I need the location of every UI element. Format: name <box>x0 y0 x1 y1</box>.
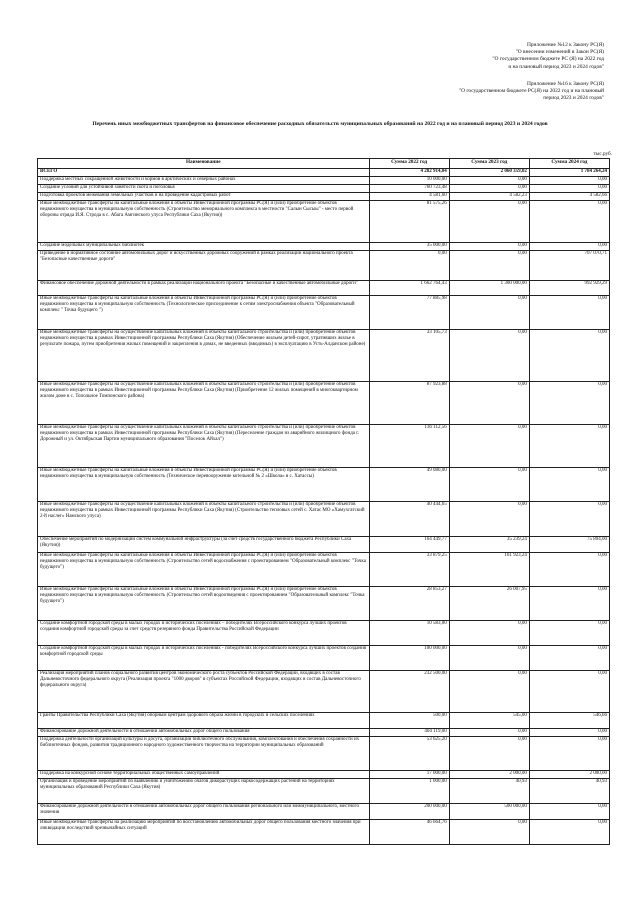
amount-2023: 0,00 <box>449 646 529 671</box>
amount-2023: 161 923,24 <box>449 553 529 587</box>
row-name: Создание комфортной городской среды в малых городах и исторических поселениях - победителях Всероссийского конкурса лучших проектов создания комфортной городской среды <box>38 646 370 671</box>
amount-2024: 0,00 <box>529 201 609 243</box>
amount-2023: 0,00 <box>449 671 529 713</box>
amount-2024: 0,00 <box>529 502 609 537</box>
amount-2023: 0,00 <box>449 621 529 646</box>
amount-2024: 75 894,00 <box>529 537 609 553</box>
row-name: Гранты Правительства Республики Саха (Якутия) опорным центрам здорового образа жизни в городских и сельских поселениях <box>38 713 370 729</box>
row-name: Создание комфортной городской среды в малых городах и исторических поселениях – победителях Всероссийского конкурса лучших проектов создания комфортной городской среды за счет средств резервного фонда Правительства Российской Федерации <box>38 621 370 646</box>
amount-2023: 0,00 <box>449 185 529 193</box>
amount-2022: 1 662 764,43 <box>369 281 449 296</box>
amount-2022: 4 282 914,04 <box>369 169 449 177</box>
row-name: Создание модельных муниципальных библиотек <box>38 243 370 251</box>
table-row <box>38 185 610 193</box>
table-row <box>38 729 610 737</box>
transfers-table <box>37 158 610 845</box>
amount-2022: 164 449,77 <box>369 537 449 553</box>
row-name: Финансирование дорожной деятельности в отношении автомобильных дорог общего пользования регионального или межмуниципального, местного значения <box>38 804 370 820</box>
row-name: Иные межбюджетные трансферты на осуществление капитальных вложений в объекты капитального строительства и (или) приобретение объектов недвижимого имущества в рамках Инвестиционной программы Республики Саха (Якутия) (Обеспечение жильем детей-сирот, утративших жилье в результате пожара, путем приобретения жилых помещений и закрепления в домах, не введенных (вводимых) в эксплуатацию в Усть-Алданском районе) <box>38 330 370 382</box>
amount-2024: 0,00 <box>529 425 609 468</box>
amount-2022: 46 664,76 <box>369 820 449 845</box>
amount-2023: 0,00 <box>449 330 529 382</box>
amount-2024: 2 000,00 <box>529 771 609 779</box>
amount-2024: 0,00 <box>529 330 609 382</box>
amount-2024: 0,00 <box>529 185 609 193</box>
row-name: Финансирование дорожной деятельности в отношении автомобильных дорог общего пользования <box>38 729 370 737</box>
amount-2022: 33 879,25 <box>369 553 449 587</box>
document-title: Перечень иных межбюджетных трансфертов на финансовое обеспечение расходных обязательств муниципальных образований на 2022 год и на плановый период 2023 и 2024 годов <box>92 121 548 127</box>
total-row <box>38 169 610 177</box>
row-name: Иные межбюджетные трансферты на капитальные вложения в объекты Инвестиционной программы РС(Я) и (или) приобретение объектов недвижимого имущества в муниципальную собственность (Строительство сетей водоотведения с проектированием "Образовательный комплекс "Точка будущего") <box>38 587 370 621</box>
table-header-row <box>38 159 610 169</box>
row-name: Обеспечение мероприятий по модернизации систем коммунальной инфраструктуры (за счет средств государственного бюджета Республики Саха (Якутия)) <box>38 537 370 553</box>
table-row <box>38 621 610 646</box>
table-row <box>38 804 610 820</box>
amount-2024: 0,00 <box>529 621 609 646</box>
row-name: Создание условий для устойчивой занятости скота и поголовья <box>38 185 370 193</box>
row-name: Иные межбюджетные трансферты на осуществление капитальных вложений в объекты капитального строительства и (или) приобретение объектов недвижимого имущества в рамках Инвестиционной программы Республики Саха (Якутия) (Переселение граждан из аварийного жилищного фонда г. Дорожный и ул. Октябрьская Партии муниципального образования "Поселок Айхал") <box>38 425 370 468</box>
row-name: Подготовка проектов межевания земельных участков и на проведение кадастровых работ <box>38 193 370 201</box>
amount-2023: 0,00 <box>449 296 529 330</box>
amount-2023: 0,00 <box>449 729 529 737</box>
amount-2022: 77 885,98 <box>369 296 449 330</box>
amount-2024: 0,00 <box>529 296 609 330</box>
amount-2023: 1 300 000,00 <box>449 281 529 296</box>
table-row <box>38 646 610 671</box>
header-line: "О внесении изменений в Закон РС(Я) <box>515 49 604 56</box>
table-row <box>38 201 610 243</box>
amount-2024: 1 784 264,24 <box>529 169 609 177</box>
row-name: Поддержка местных сокращенной животности и кормов в арктических и северных районах <box>38 177 370 185</box>
table-row <box>38 820 610 845</box>
amount-2023: 0,00 <box>449 425 529 468</box>
row-name: Поддержка на конкурсной основе территориальных общественных самоуправлений <box>38 771 370 779</box>
amount-2023: 0,00 <box>449 177 529 185</box>
row-name: Реализация мероприятий планов социального развития центров экономического роста субъектов Российской Федерации, входящих в состав Дальневосточного федерального округа (Реализация проекта "1000 дворов" в субъектах Российской Федерации, входящих в состав Дальневосточного федерального округа) <box>38 671 370 713</box>
table-row <box>38 553 610 587</box>
row-name: Иные межбюджетные трансферты на капитальные вложения в объекты Инвестиционной программы РС(Я) и (или) приобретение объектов недвижимого имущества в муниципальную собственность (Строительство сетей водоснабжения с проектированием "Образовательный комплекс "Точка будущего") <box>38 553 370 587</box>
header-line: Приложение №12 к Закону РС(Я) <box>526 42 604 48</box>
amount-2023: 500 000,00 <box>449 804 529 820</box>
amount-2023: 0,00 <box>449 251 529 281</box>
amount-2023: 0,00 <box>449 737 529 771</box>
row-name: Иные межбюджетные трансферты на осуществление капитальных вложений в объекты капитального строительства и (или) приобретение объектов недвижимого имущества в рамках Инвестиционной программы Республики Саха (Якутия) (Строительство тепловых сетей с. Хатас МО «Хамухгатский 2-й наслег» Намского улуса) <box>38 502 370 537</box>
table-row <box>38 587 610 621</box>
table-row <box>38 425 610 468</box>
amount-2022: 35 000,00 <box>369 243 449 251</box>
amount-2022: 81 575,26 <box>369 201 449 243</box>
amount-2022: 100 000,00 <box>369 646 449 671</box>
header-line: "О государственном бюджете РС (Я) на 2022 год <box>492 56 604 63</box>
amount-2023: 4 582,23 <box>449 193 529 201</box>
row-name: Приведение в нормативное состояние автомобильных дорог и искусственных дорожных сооружений в рамках реализации национального проекта "Безопасные качественные дороги" <box>38 251 370 281</box>
row-name: Иные межбюджетные трансферты на осуществление капитальных вложений в объекты капитального строительства и (или) приобретение объектов недвижимого имущества в рамках Инвестиционной программы Республики Саха (Якутия) (Приобретение 12 жилых помещений в многоквартирном жилом доме в с. Топольное Томпонского района) <box>38 382 370 425</box>
amount-2022: 17 000,00 <box>369 771 449 779</box>
amount-2024: 4 582,66 <box>529 193 609 201</box>
table-row <box>38 296 610 330</box>
amount-2022: 0,00 <box>369 251 449 281</box>
row-name: Поддержка деятельности организаций культуры и досуга, организации библиотечного обслуживания, комплектования и обеспечения сохранности их библиотечных фондов, развития традиционного народного художественного творчества на территории муниципальных образований <box>38 737 370 771</box>
amount-2023: 2 000,00 <box>449 771 529 779</box>
amount-2022: 10 000,00 <box>369 177 449 185</box>
amount-2023: 0,00 <box>449 243 529 251</box>
amount-2022: 4 581,60 <box>369 193 449 201</box>
header-line: период 2023 и 2024 годов" <box>543 95 604 102</box>
column-header-2024: Сумма 2024 год <box>529 159 609 169</box>
amount-2024: 0,00 <box>529 587 609 621</box>
row-name: Финансовое обеспечение дорожной деятельности в рамках реализации национального проекта "Безопасные и качественные автомобильные дороги" <box>38 281 370 296</box>
amount-2022: 760 723,48 <box>369 185 449 193</box>
amount-2024: 0,00 <box>529 804 609 820</box>
amount-2023: 26 007,95 <box>449 587 529 621</box>
row-name: Иные межбюджетные трансферты на капитальные вложения в объекты Инвестиционной программы РС(Я) и (или) приобретение объектов недвижимого имущества в муниципальную собственность (Техническое перевооружение котельной № 2 «Школа» в с. Хатассы) <box>38 468 370 502</box>
amount-2022: 500,00 <box>369 713 449 729</box>
amount-2024: 0,00 <box>529 737 609 771</box>
amount-2022: 1 000,00 <box>369 779 449 804</box>
table-row <box>38 713 610 729</box>
column-header-2023: Сумма 2023 год <box>449 159 529 169</box>
header-line: и на плановый период 2023 и 2024 годов" <box>508 63 604 70</box>
row-name: Иные межбюджетные трансферты на капитальные вложения в объекты Инвестиционной программы РС(Я) и (или) приобретение объектов недвижимого имущества в муниципальную собственность (Технологическое присоединение к сетям электроснабжения объекта "Образовательный комплекс " Точка будущего ") <box>38 296 370 330</box>
amount-2022: 404 119,00 <box>369 729 449 737</box>
table-row <box>38 502 610 537</box>
amount-2023: 40,93 <box>449 779 529 804</box>
amount-2024: 0,00 <box>529 177 609 185</box>
amount-2024: 0,00 <box>529 820 609 845</box>
column-header-2022: Сумма 2022 год <box>369 159 449 169</box>
row-name: Организация и проведение мероприятий по выявлению и уничтожению очагов дикорастущих наркосодержащих растений на территориях муниципальных образований Республики Саха (Якутия) <box>38 779 370 804</box>
table-row <box>38 771 610 779</box>
unit-label: тыс.руб. <box>593 151 612 157</box>
table-row <box>38 243 610 251</box>
table-row <box>38 281 610 296</box>
amount-2022: 28 853,27 <box>369 587 449 621</box>
amount-2024: 0,00 <box>529 382 609 425</box>
amount-2022: 53 625,20 <box>369 737 449 771</box>
amount-2024: 992 929,29 <box>529 281 609 296</box>
table-row <box>38 330 610 382</box>
table-row <box>38 193 610 201</box>
amount-2023: 35 239,24 <box>449 537 529 553</box>
table-row <box>38 671 610 713</box>
amount-2023: 2 060 359,02 <box>449 169 529 177</box>
header-line: Приложение №16 к Закону РС(Я) <box>526 80 604 87</box>
table-row <box>38 537 610 553</box>
table-row <box>38 251 610 281</box>
table-row <box>38 177 610 185</box>
column-header-name: Наименование <box>38 159 370 169</box>
amount-2022: 200 000,00 <box>369 804 449 820</box>
table-row <box>38 737 610 771</box>
table-row <box>38 779 610 804</box>
amount-2024: 0,00 <box>529 646 609 671</box>
amount-2024: 707 070,71 <box>529 251 609 281</box>
amount-2023: 0,00 <box>449 382 529 425</box>
row-name: Иные межбюджетные трансферты на реализацию мероприятий по восстановлению автомобильных дорог общего пользования местного значения при ликвидации последствий чрезвычайных ситуаций <box>38 820 370 845</box>
amount-2024: 0,00 <box>529 468 609 502</box>
table-row <box>38 468 610 502</box>
amount-2024: 0,00 <box>529 671 609 713</box>
amount-2022: 49 080,00 <box>369 468 449 502</box>
row-name: Иные межбюджетные трансферты на капитальные вложения в объекты Инвестиционной программы РС(Я) и (или) приобретение объектов недвижимого имущества в муниципальную собственность (Строительство мемориального комплекса в местности "Салын Сысыы" - место первой обороны отряда И.Я. Строда в с. Абага Амгинского улуса Республики Саха (Якутия)) <box>38 201 370 243</box>
amount-2023: 0,00 <box>449 502 529 537</box>
row-name: ВСЕГО <box>38 169 370 177</box>
amount-2024: 0,00 <box>529 729 609 737</box>
amount-2024: 0,00 <box>529 243 609 251</box>
amount-2024: 40,93 <box>529 779 609 804</box>
amount-2024: 0,00 <box>529 553 609 587</box>
table-row <box>38 382 610 425</box>
amount-2023: 545,00 <box>449 713 529 729</box>
amount-2023: 0,00 <box>449 468 529 502</box>
header-line: "О государственном бюджете РС(Я) на 2022 год и на плановый <box>458 88 604 95</box>
amount-2022: 136 112,56 <box>369 425 449 468</box>
amount-2022: 40 444,65 <box>369 502 449 537</box>
amount-2022: 33 105,73 <box>369 330 449 382</box>
amount-2022: 87 923,88 <box>369 382 449 425</box>
amount-2023: 0,00 <box>449 820 529 845</box>
law-header <box>274 42 604 102</box>
amount-2022: 232 500,00 <box>369 671 449 713</box>
amount-2023: 0,00 <box>449 201 529 243</box>
amount-2022: 10 583,00 <box>369 621 449 646</box>
amount-2024: 546,66 <box>529 713 609 729</box>
